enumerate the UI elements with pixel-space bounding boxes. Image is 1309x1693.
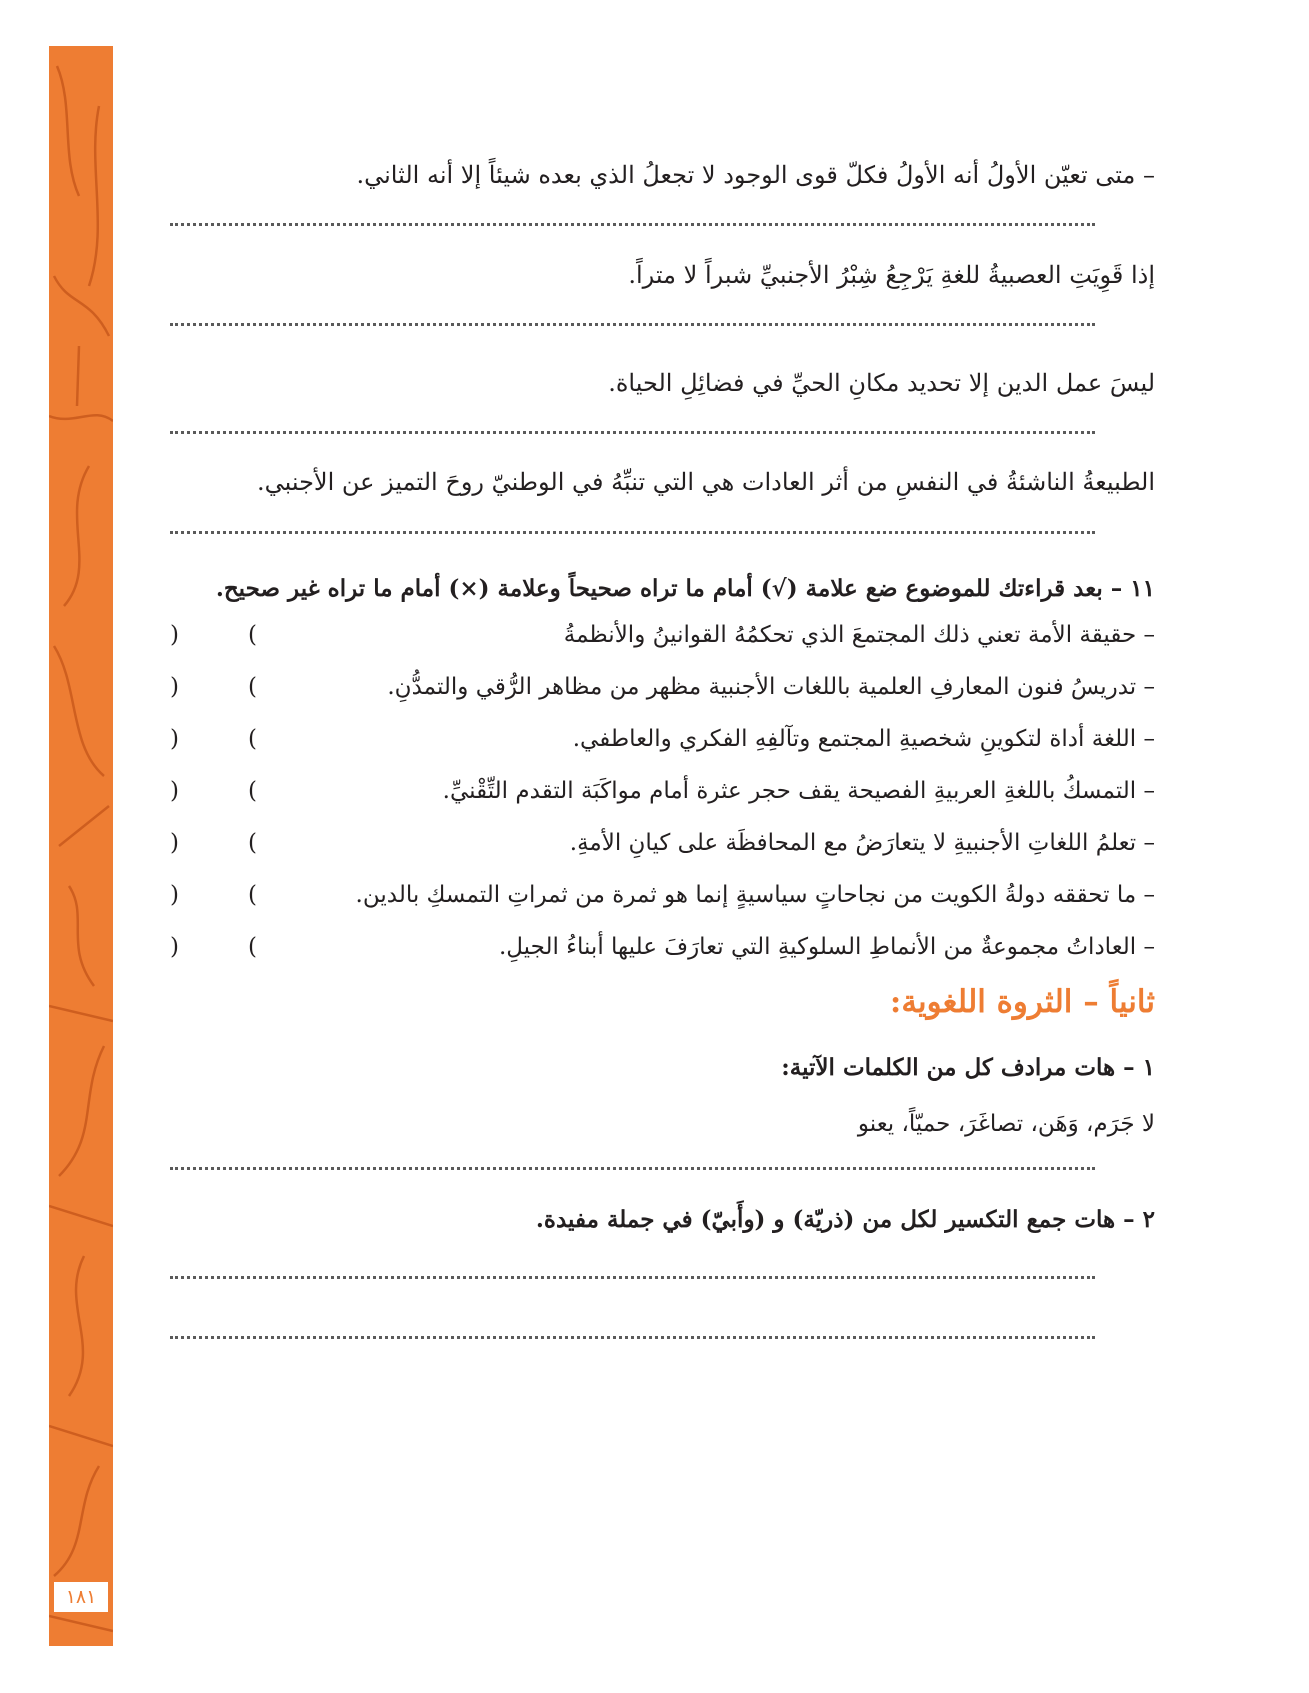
page-content [170, 0, 1155, 1693]
statement-text: – اللغة أداة لتكوينِ شخصيةِ المجتمع وتآلفِهِ الفكري والعاطفي. [572, 726, 1155, 752]
vocab-words: لا جَرَم، وَهَن، تصاغَرَ، حميّاً، يعنو [857, 1111, 1155, 1137]
answer-line-4[interactable] [170, 531, 1095, 534]
answer-line-2[interactable] [170, 323, 1095, 326]
side-bar-pattern [49, 46, 113, 1646]
vocab-question-2: ٢ – هات جمع التكسير لكل من (ذريّة) و (وأَبيّ) في جملة مفيدة. [535, 1206, 1155, 1233]
page-number: ١٨١ [54, 1582, 108, 1612]
statement-text: – ما تحققه دولةُ الكويت من نجاحاتٍ سياسيةٍ إنما هو ثمرة من ثمراتِ التمسكِ بالدين. [355, 882, 1155, 908]
statement-text: – تعلمُ اللغاتِ الأجنبيةِ لا يتعارَضُ مع المحافظَة على كيانِ الأمةِ. [569, 830, 1155, 856]
sentence-2: إذا قَوِيَتِ العصبيةُ للغةِ يَرْجِعُ شِبْرُ الأجنبيِّ شبراً لا متراً. [628, 261, 1155, 289]
statement-text: – تدريسُ فنون المعارفِ العلمية باللغات الأجنبية مظهر من مظاهر الرُّقي والتمدُّنِ. [387, 674, 1155, 700]
statement-row: – اللغة أداة لتكوينِ شخصيةِ المجتمع وتآلفِهِ الفكري والعاطفي. ( ) [170, 720, 1155, 760]
decorative-side-bar [49, 46, 113, 1646]
statement-row: – تدريسُ فنون المعارفِ العلمية باللغات الأجنبية مظهر من مظاهر الرُّقي والتمدُّنِ. ( ) [170, 668, 1155, 708]
answer-line-7[interactable] [170, 1336, 1095, 1339]
section-title-vocabulary: ثانياً – الثروة اللغوية: [889, 984, 1155, 1020]
statement-text: – التمسكُ باللغةِ العربيةِ الفصيحة يقف حجر عثرة أمام مواكَبَة التقدم التِّقْنيِّ. [442, 778, 1155, 804]
answer-line-1[interactable] [170, 223, 1095, 226]
statement-text: – حقيقة الأمة تعني ذلك المجتمعَ الذي تحكمُهُ القوانينُ والأنظمةُ [563, 622, 1155, 648]
question-11-title: ١١ – بعد قراءتك للموضوع ضع علامة (√) أمام ما تراه صحيحاً وعلامة (×) أمام ما تراه غير صحيح. [215, 575, 1155, 602]
answer-line-5[interactable] [170, 1167, 1095, 1170]
statement-row: – حقيقة الأمة تعني ذلك المجتمعَ الذي تحكمُهُ القوانينُ والأنظمةُ ( ) [170, 616, 1155, 656]
statement-row: – العاداتُ مجموعةٌ من الأنماطِ السلوكيةِ التي تعارَفَ عليها أبناءُ الجيلِ. ( ) [170, 928, 1155, 968]
statement-row: – التمسكُ باللغةِ العربيةِ الفصيحة يقف حجر عثرة أمام مواكَبَة التقدم التِّقْنيِّ. ( ) [170, 772, 1155, 812]
statement-text: – العاداتُ مجموعةٌ من الأنماطِ السلوكيةِ التي تعارَفَ عليها أبناءُ الجيلِ. [498, 934, 1155, 960]
statement-row: – تعلمُ اللغاتِ الأجنبيةِ لا يتعارَضُ مع المحافظَة على كيانِ الأمةِ. ( ) [170, 824, 1155, 864]
sentence-1: – متى تعيّن الأولُ أنه الأولُ فكلّ قوى الوجود لا تجعلُ الذي بعده شيئاً إلا أنه الثاني. [356, 161, 1155, 189]
sentence-3: ليسَ عمل الدين إلا تحديد مكانِ الحيِّ في فضائِلِ الحياة. [608, 369, 1155, 397]
statement-row: – ما تحققه دولةُ الكويت من نجاحاتٍ سياسيةٍ إنما هو ثمرة من ثمراتِ التمسكِ بالدين. ( ) [170, 876, 1155, 916]
answer-line-6[interactable] [170, 1276, 1095, 1279]
sentence-4: الطبيعةُ الناشئةُ في النفسِ من أثر العادات هي التي تنبِّهُ في الوطنيّ روحَ التميز عن الأجنبي. [256, 468, 1155, 496]
vocab-question-1: ١ – هات مرادف كل من الكلمات الآتية: [781, 1054, 1155, 1081]
answer-line-3[interactable] [170, 431, 1095, 434]
